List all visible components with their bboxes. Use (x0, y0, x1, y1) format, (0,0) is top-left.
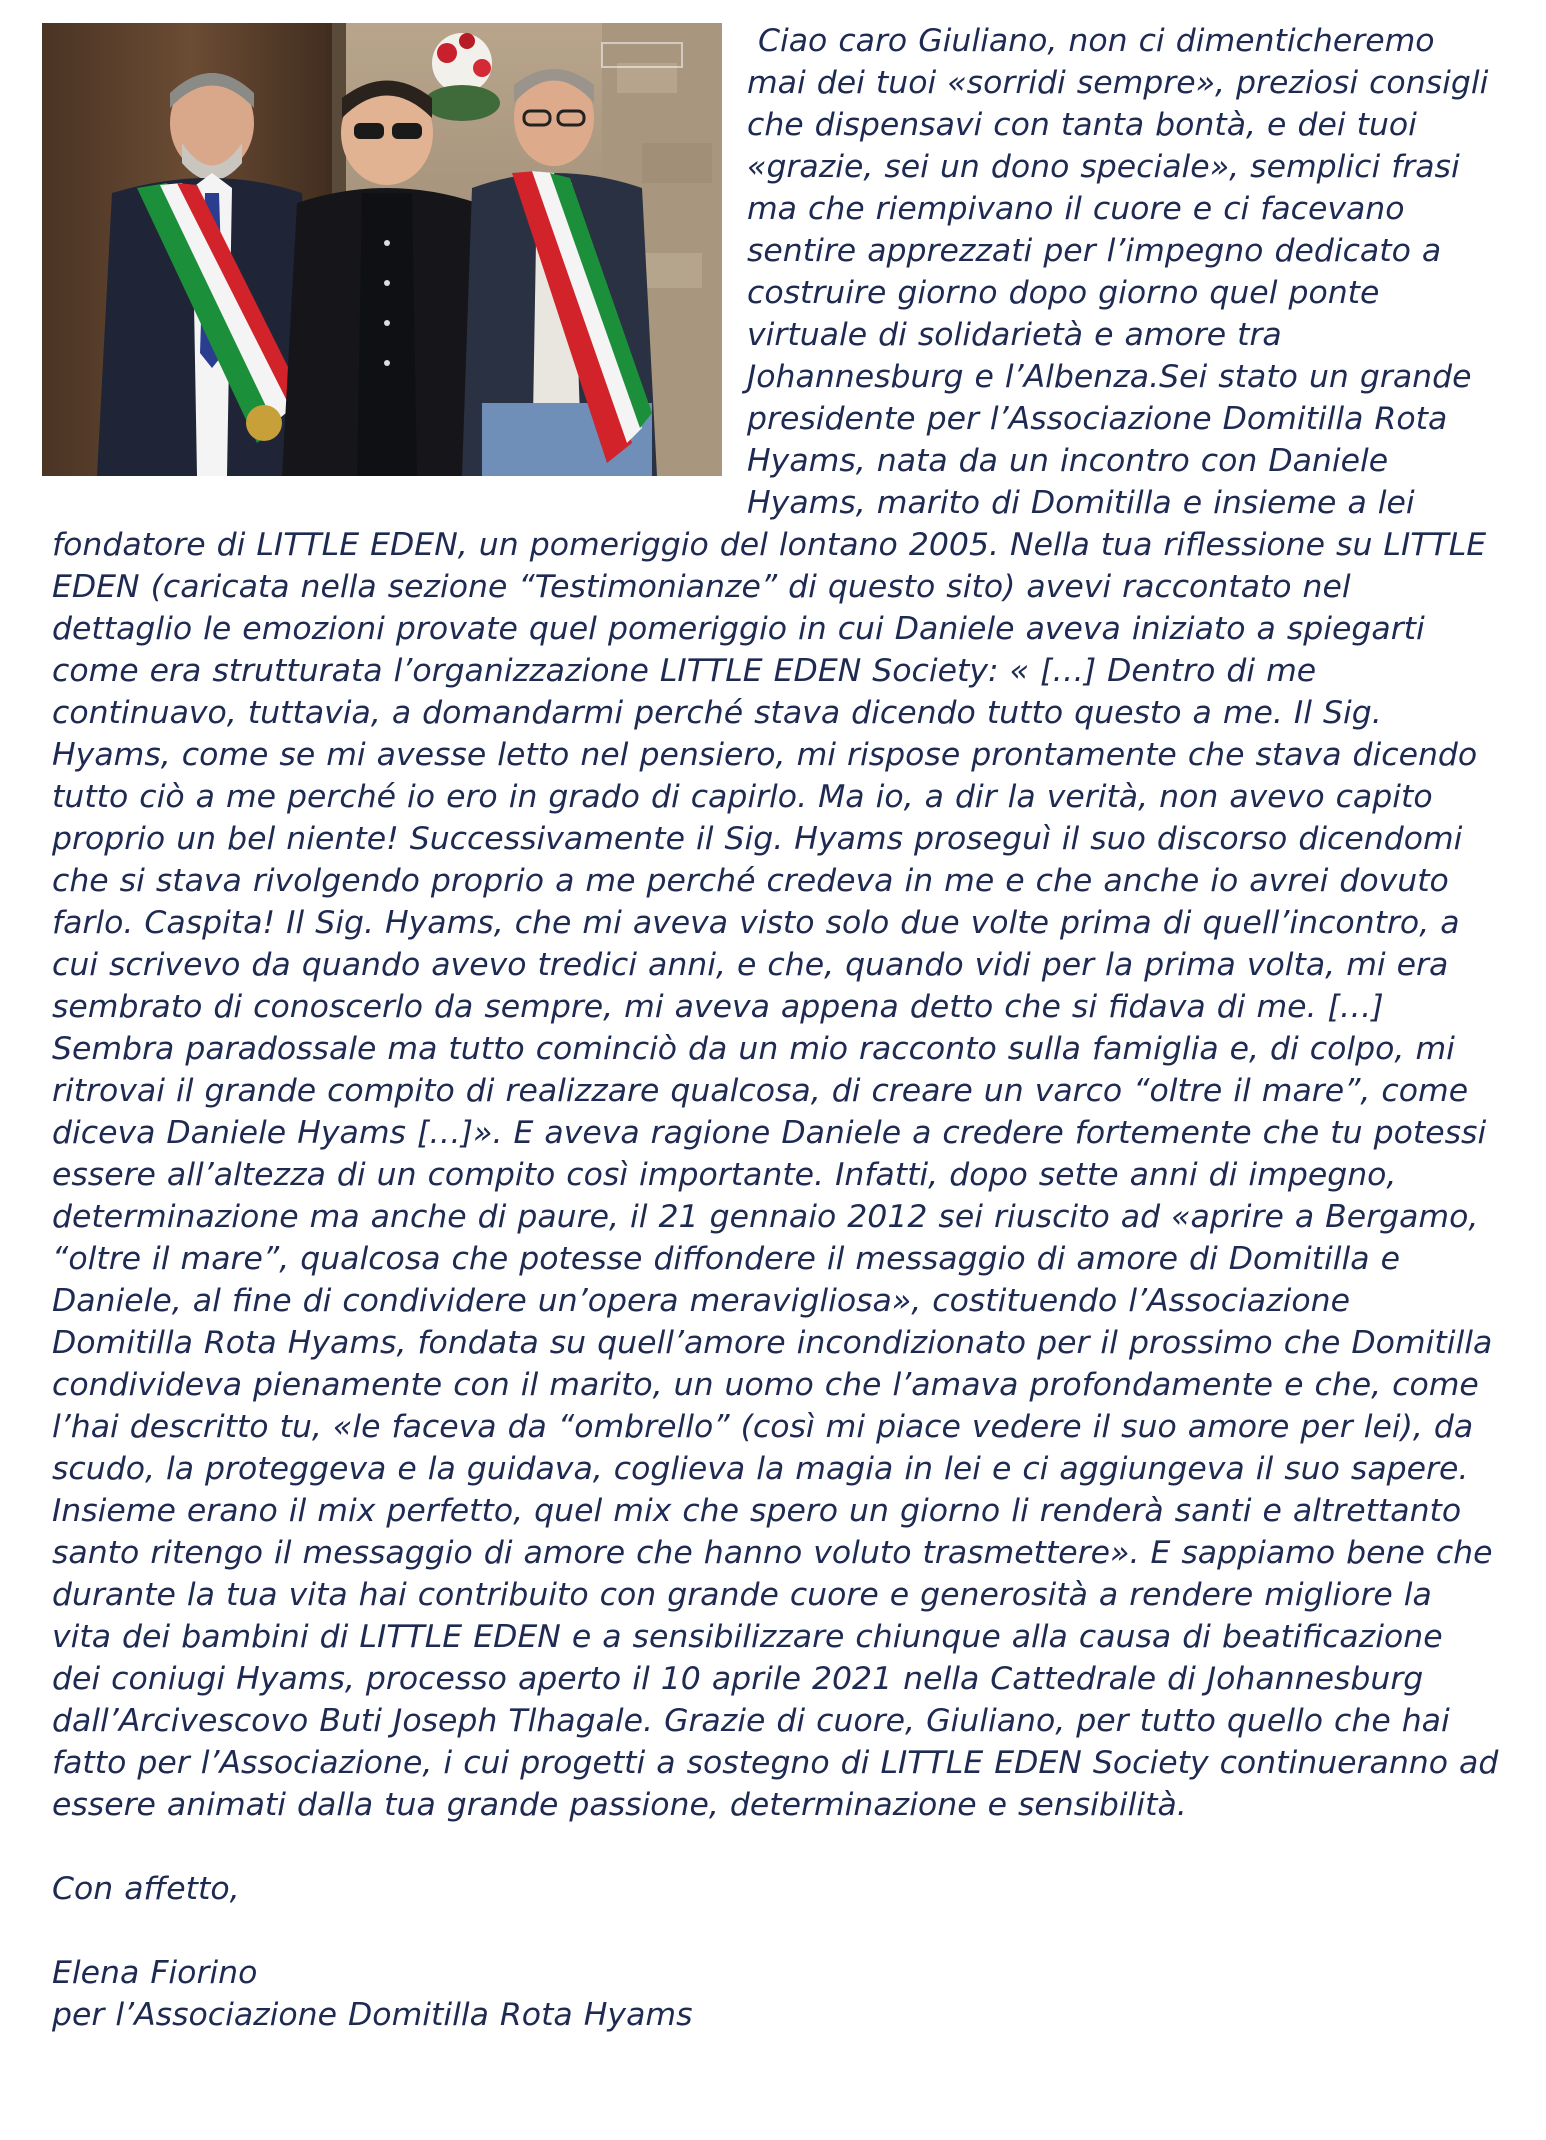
photo-three-men-with-sashes (42, 23, 722, 476)
signature-name: Elena Fiorino (52, 1955, 258, 1991)
letter-signature (52, 1952, 1500, 2036)
letter-content (52, 20, 1500, 2036)
letter-body: Ciao caro Giuliano, non ci dimenticheremo mai dei tuoi «sorridi sempre», preziosi consigli che dispensavi con tanta bontà, e dei tuoi «grazie, sei un dono speciale», semplici frasi ma che riempivano il cuore e ci facevano sentire apprezzati per l’impegno dedicato a costruire giorno dopo giorno quel ponte virtuale di solidarietà e amore tra Johannesburg e l’Albenza.Sei stato un grande presidente per l’Associazione Domitilla Rota Hyams, nata da un incontro con Daniele Hyams, marito di Domitilla e insieme a lei fondatore di LITTLE EDEN, un pomeriggio del lontano 2005. Nella tua riflessione su LITTLE EDEN (caricata nella sezione “Testimonianze” di questo sito) avevi raccontato nel dettaglio le emozioni provate quel pomeriggio in cui Daniele aveva iniziato a spiegarti come era strutturata l’organizzazione LITTLE EDEN Society: « […] Dentro di me continuavo, tuttavia, a domandarmi perché stava dicendo tutto questo a me. Il Sig. Hyams, come se mi avesse letto nel pensiero, mi rispose prontamente che stava dicendo tutto ciò a me perché io ero in grado di capirlo. Ma io, a dir la verità, non avevo capito proprio un bel niente! Successivamente il Sig. Hyams proseguì il suo discorso dicendomi che si stava rivolgendo proprio a me perché credeva in me e che anche io avrei dovuto farlo. Caspita! Il Sig. Hyams, che mi aveva visto solo due volte prima di quell’incontro, a cui scrivevo da quando avevo tredici anni, e che, quando vidi per la prima volta, mi era sembrato di conoscerlo da sempre, mi aveva appena detto che si fidava di me. […] Sembra paradossale ma tutto cominciò da un mio racconto sulla famiglia e, di colpo, mi ritrovai il grande compito di realizzare qualcosa, di creare un varco “oltre il mare”, come diceva Daniele Hyams […]». E aveva ragione Daniele a credere fortemente che tu potessi essere all’altezza di un compito così importante. Infatti, dopo sette anni di impegno, determinazione ma anche di paure, il 21 gennaio 2012 sei riuscito ad «aprire a Bergamo, “oltre il mare”, qualcosa che potesse diffondere il messaggio di amore di Domitilla e Daniele, al fine di condividere un’opera meravigliosa», costituendo l’Associazione Domitilla Rota Hyams, fondata su quell’amore incondizionato per il prossimo che Domitilla condivideva pienamente con il marito, un uomo che l’amava profondamente e che, come l’hai descritto tu, «le faceva da “ombrello” (così mi piace vedere il suo amore per lei), da scudo, la proteggeva e la guidava, coglieva la magia in lei e ci aggiungeva il suo sapere. Insieme erano il mix perfetto, quel mix che spero un giorno li renderà santi e altrettanto santo ritengo il messaggio di amore che hanno voluto trasmettere». E sappiamo bene che durante la tua vita hai contribuito con grande cuore e generosità a rendere migliore la vita dei bambini di LITTLE EDEN e a sensibilizzare chiunque alla causa di beatificazione dei coniugi Hyams, processo aperto il 10 aprile 2021 nella Cattedrale di Johannesburg dall’Arcivescovo Buti Joseph Tlhagale. Grazie di cuore, Giuliano, per tutto quello che hai fatto per l’Associazione, i cui progetti a sostegno di LITTLE EDEN Society continueranno ad essere animati dalla tua grande passione, determinazione e sensibilità. (52, 23, 1499, 1823)
signature-organization: per l’Associazione Domitilla Rota Hyams (52, 1997, 693, 2033)
photo-illustration (42, 23, 722, 476)
letter-closing: Con affetto, (52, 1871, 240, 1907)
